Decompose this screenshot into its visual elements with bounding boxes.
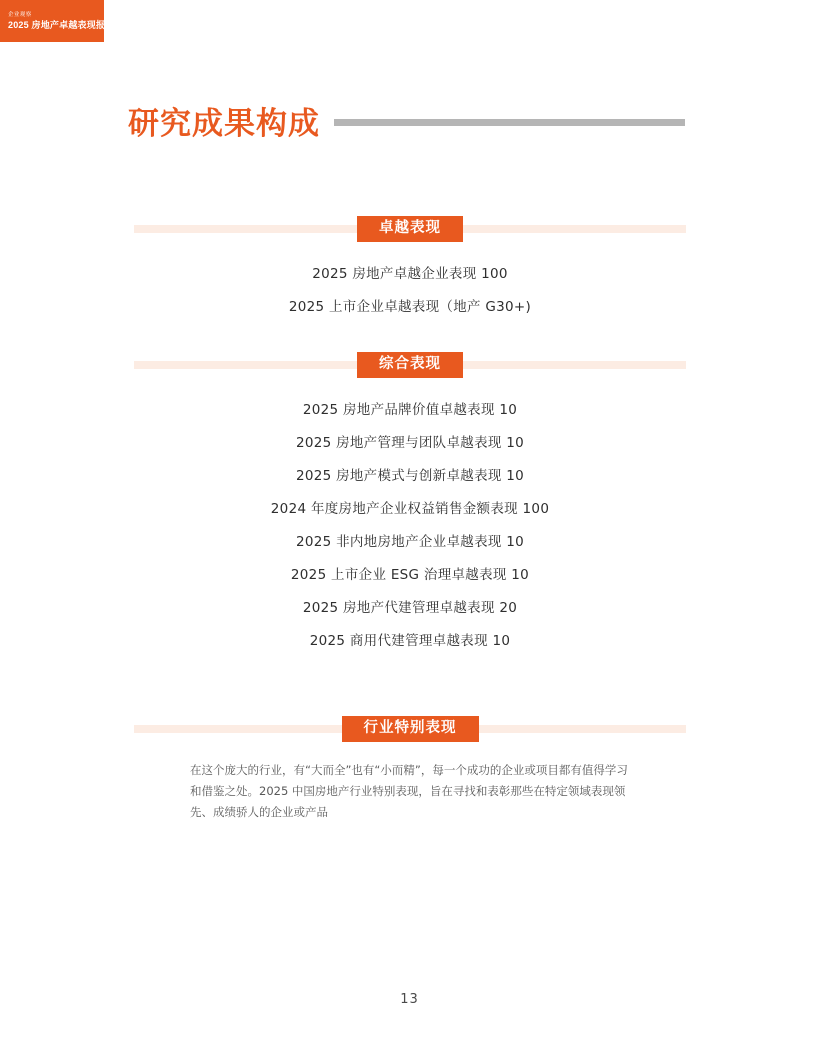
list-item: 2025 非内地房地产企业卓越表现 10	[295, 534, 525, 550]
title-divider	[334, 119, 685, 126]
section-title: 综合表现	[357, 352, 463, 378]
section-comprehensive-performance	[134, 352, 686, 658]
list-item: 2025 房地产品牌价值卓越表现 10	[302, 402, 518, 418]
list-item: 2025 房地产模式与创新卓越表现 10	[295, 468, 525, 484]
section-title: 卓越表现	[357, 216, 463, 242]
section-description: 在这个庞大的行业，有“大而全”也有“小而精”，每一个成功的企业或项目都有值得学习和借鉴之处。2025 中国房地产行业特别表现，旨在寻找和表彰那些在特定领域表现领先、成绩骄人的企业或产品	[190, 763, 628, 819]
brand-logo	[0, 0, 115, 42]
page-title-row	[128, 98, 685, 143]
section-header	[134, 352, 686, 378]
section-excellent-performance	[134, 216, 686, 324]
page-number: 13	[400, 992, 419, 1007]
section-header	[134, 216, 686, 242]
brand-tagline: 企业观察	[8, 12, 32, 18]
list-item: 2025 商用代建管理卓越表现 10	[309, 633, 511, 649]
brand-report-name: 2025 房地产卓越表现报告	[8, 20, 115, 30]
section-industry-special-performance	[134, 716, 686, 823]
list-item: 2025 房地产管理与团队卓越表现 10	[295, 435, 525, 451]
list-item: 2025 房地产卓越企业表现 100	[312, 266, 508, 282]
list-item: 2025 上市企业 ESG 治理卓越表现 10	[290, 567, 530, 583]
section-header	[134, 716, 686, 742]
section-item-list	[134, 258, 686, 324]
list-item: 2025 房地产代建管理卓越表现 20	[302, 600, 518, 616]
page-title: 研究成果构成	[128, 106, 320, 142]
section-title: 行业特别表现	[342, 716, 479, 742]
section-item-list	[134, 394, 686, 658]
list-item: 2025 上市企业卓越表现（地产 G30+)	[288, 299, 532, 315]
list-item: 2024 年度房地产企业权益销售金额表现 100	[270, 501, 550, 517]
